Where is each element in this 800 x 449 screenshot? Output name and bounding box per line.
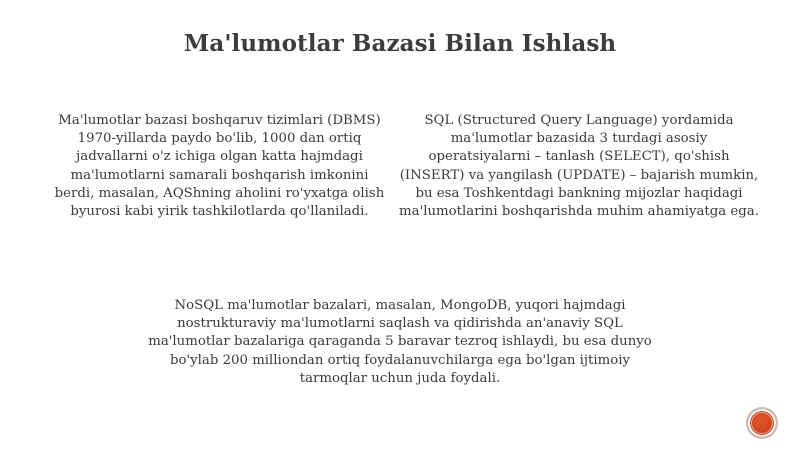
slide-title: Ma'lumotlar Bazasi Bilan Ishlash xyxy=(183,30,617,57)
slide-nav-button[interactable] xyxy=(747,408,777,438)
paragraph-sql: SQL (Structured Query Language) yordamida ma'lumotlar bazasida 3 turdagi asosiy operatsiyalarni – tanlash (SELECT), qo'shish (INSERT) va yangilash (UPDATE) – bajarish mumkin, bu esa Toshkentdagi bankning mijozlar haqidagi ma'lumotlarini boshqarishda muhim ahamiyatga ega. xyxy=(399,113,759,220)
paragraph-dbms: Ma'lumotlar bazasi boshqaruv tizimlari (DBMS) 1970-yillarda paydo bo'lib, 1000 dan ortiq jadvallarni o'z ichiga olgan katta hajmdagi ma'lumotlarni samarali boshqarish imkonini berdi, masalan, AQShning aholini ro'yxatga olish byurosi kabi yirik tashkilotlarda qo'llaniladi. xyxy=(54,113,385,220)
circle-icon xyxy=(751,412,773,434)
paragraph-nosql: NoSQL ma'lumotlar bazalari, masalan, MongoDB, yuqori hajmdagi nostrukturaviy ma'lumotlarni saqlash va qidirishda an'anaviy SQL ma'lumotlar bazalariga qaraganda 5 baravar tezroq ishlaydi, bu esa dunyo bo'ylab 200 milliondan ortiq foydalanuvchilarga ega bo'lgan ijtimoiy tarmoqlar uchun juda foydali. xyxy=(148,298,652,386)
